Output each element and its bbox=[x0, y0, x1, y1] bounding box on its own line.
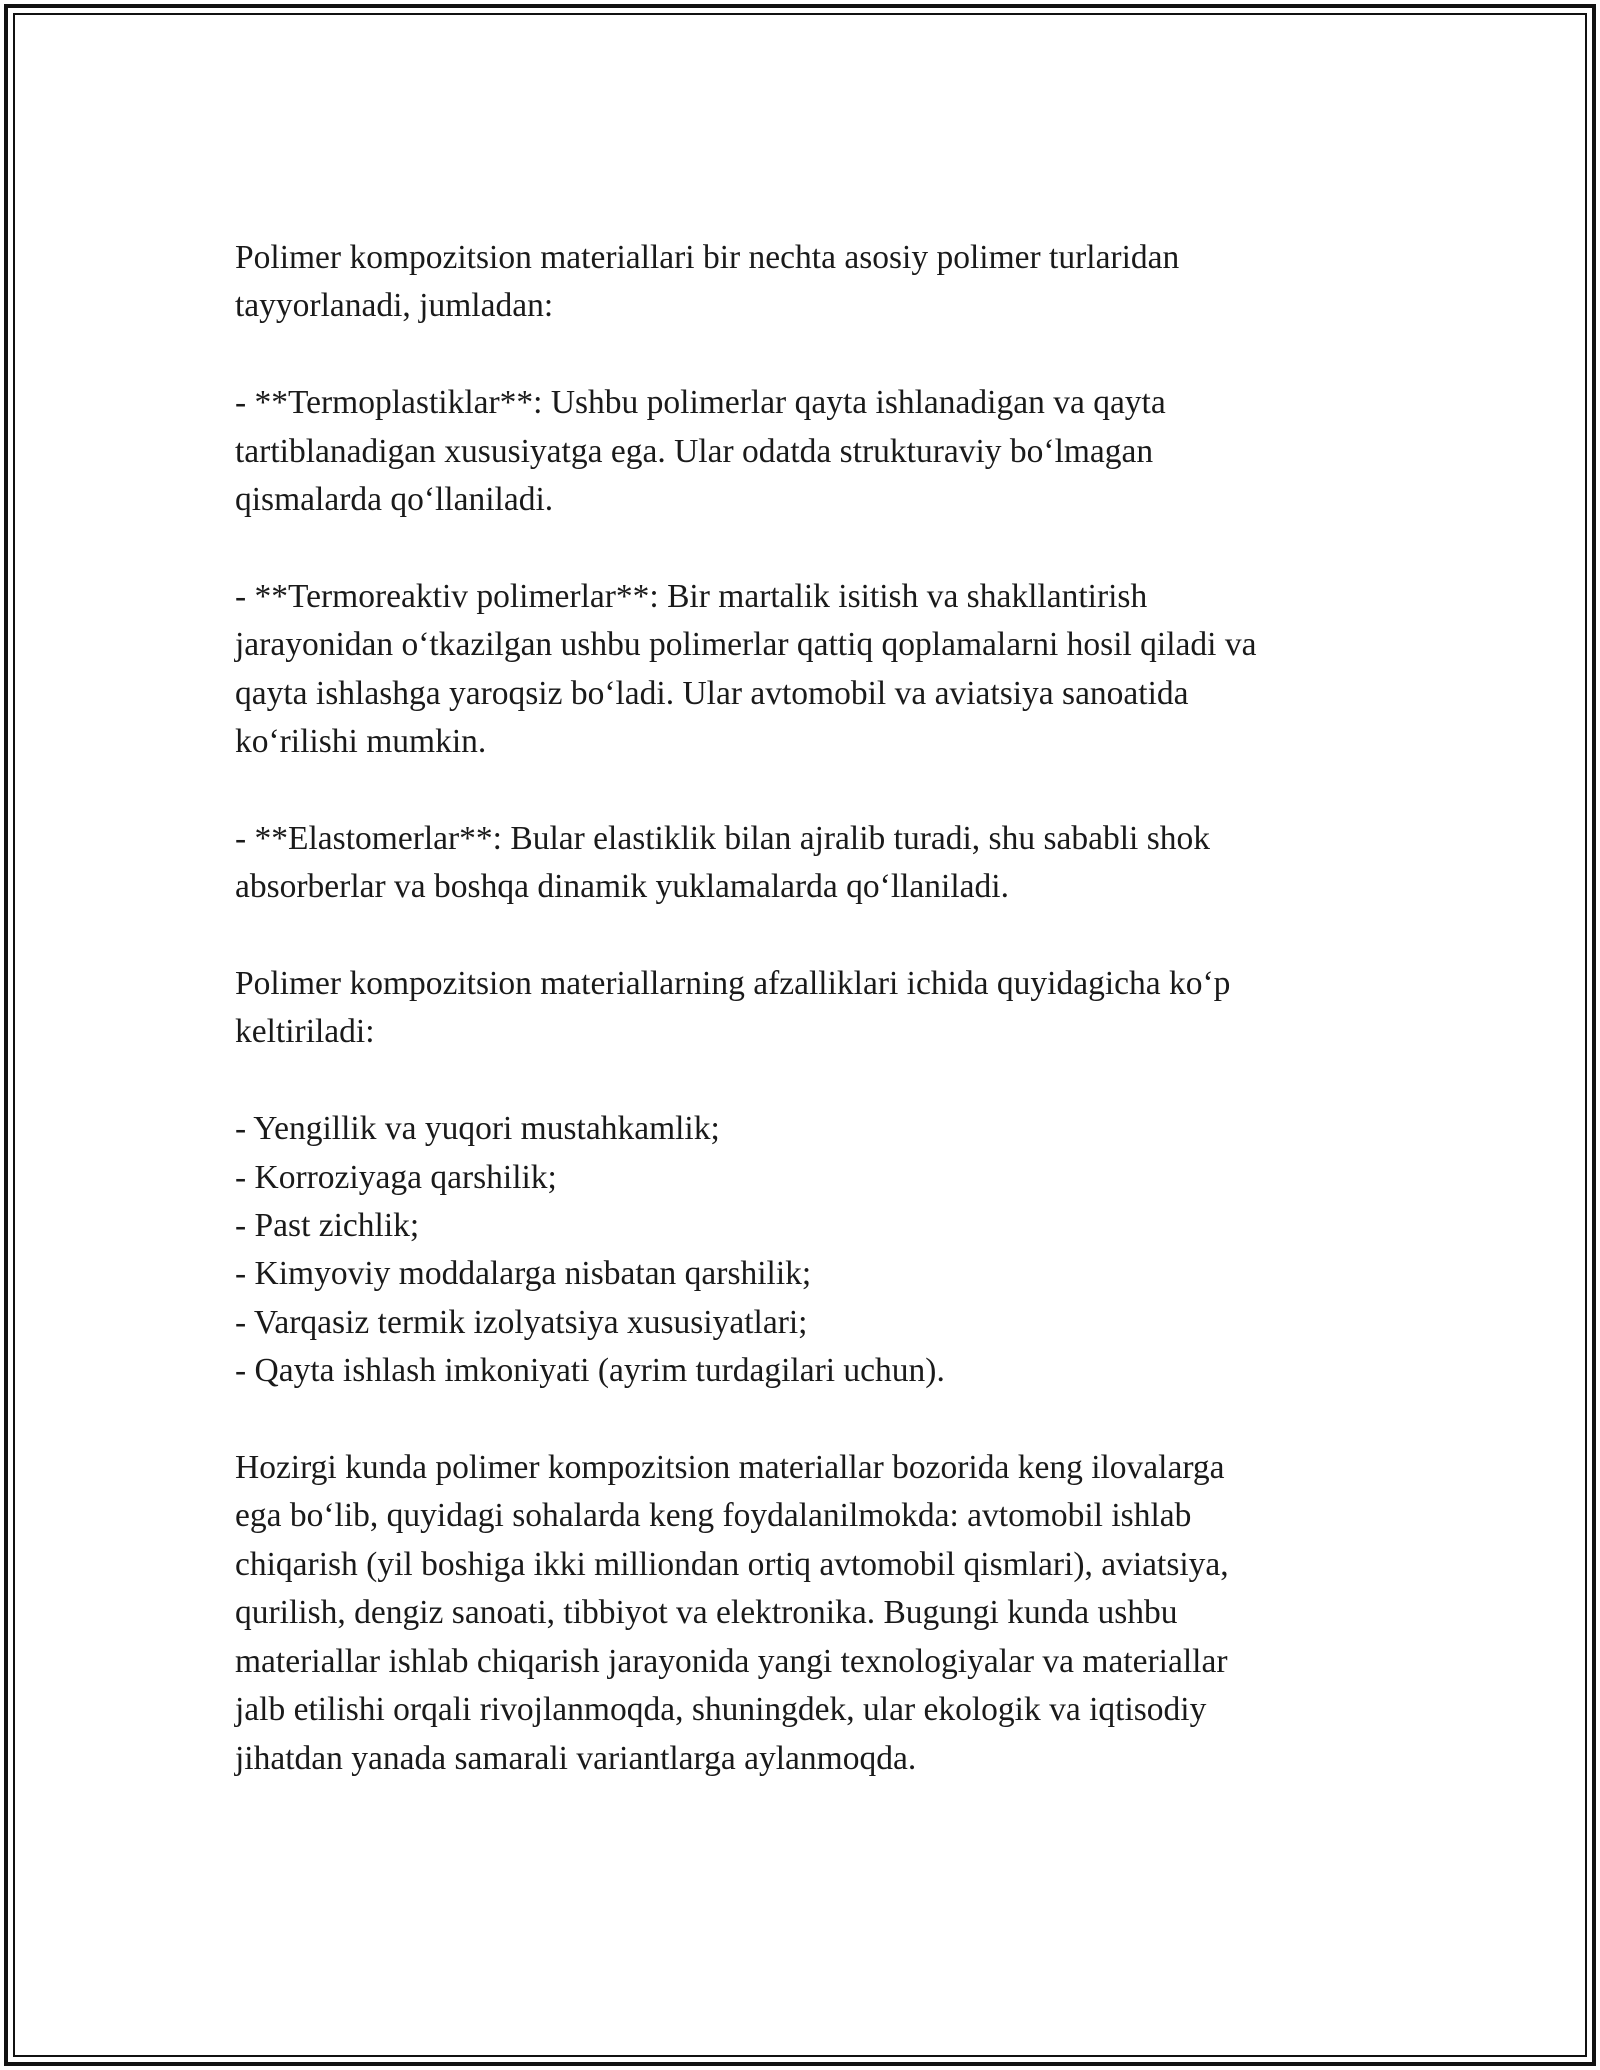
list-item: - Kimyoviy moddalarga nisbatan qarshilik; bbox=[235, 1255, 812, 1293]
text-line: - **Termoplastiklar**: Ushbu polimerlar qayta ishlanadigan va qayta bbox=[235, 384, 1166, 422]
text-line: jihatdan yanada samarali variantlarga aylanmoqda. bbox=[235, 1739, 917, 1777]
document-body bbox=[235, 234, 1365, 1831]
text-line: Hozirgi kunda polimer kompozitsion materiallar bozorida keng ilovalarga bbox=[235, 1449, 1225, 1487]
closing-paragraph bbox=[235, 1444, 1365, 1783]
intro-paragraph bbox=[235, 234, 1365, 331]
text-line: - **Termoreaktiv polimerlar**: Bir martalik isitish va shakllantirish bbox=[235, 577, 1148, 615]
advantages-list bbox=[235, 1105, 1365, 1395]
text-line: qayta ishlashga yaroqsiz bo‘ladi. Ular avtomobil va aviatsiya sanoatida bbox=[235, 674, 1189, 712]
list-item: - Varqasiz termik izolyatsiya xususiyatlari; bbox=[235, 1303, 808, 1341]
text-line: - **Elastomerlar**: Bular elastiklik bilan ajralib turadi, shu sababli shok bbox=[235, 819, 1211, 857]
termoreaktiv-paragraph bbox=[235, 573, 1365, 767]
elastomerlar-paragraph bbox=[235, 815, 1365, 912]
text-line: materiallar ishlab chiqarish jarayonida yangi texnologiyalar va materiallar bbox=[235, 1642, 1228, 1680]
text-line: qurilish, dengiz sanoati, tibbiyot va elektronika. Bugungi kunda ushbu bbox=[235, 1594, 1178, 1632]
text-line: ega bo‘lib, quyidagi sohalarda keng foydalanilmokda: avtomobil ishlab bbox=[235, 1497, 1192, 1535]
text-line: tartiblanadigan xususiyatga ega. Ular odatda strukturaviy bo‘lmagan bbox=[235, 432, 1154, 470]
list-item: - Korroziyaga qarshilik; bbox=[235, 1158, 557, 1196]
list-item: - Qayta ishlash imkoniyati (ayrim turdagilari uchun). bbox=[235, 1352, 945, 1390]
list-item: - Yengillik va yuqori mustahkamlik; bbox=[235, 1110, 720, 1148]
text-line: Polimer kompozitsion materiallarning afzalliklari ichida quyidagicha ko‘p bbox=[235, 965, 1231, 1003]
text-line: tayyorlanadi, jumladan: bbox=[235, 287, 554, 325]
text-line: keltiriladi: bbox=[235, 1013, 375, 1051]
text-line: jalb etilishi orqali rivojlanmoqda, shuningdek, ular ekologik va iqtisodiy bbox=[235, 1691, 1207, 1729]
termoplastiklar-paragraph bbox=[235, 379, 1365, 524]
text-line: qismalarda qo‘llaniladi. bbox=[235, 481, 554, 519]
text-line: absorberlar va boshqa dinamik yuklamalarda qo‘llaniladi. bbox=[235, 868, 1009, 906]
text-line: chiqarish (yil boshiga ikki milliondan ortiq avtomobil qismlari), aviatsiya, bbox=[235, 1545, 1229, 1583]
text-line: ko‘rilishi mumkin. bbox=[235, 723, 487, 761]
text-line: Polimer kompozitsion materiallari bir nechta asosiy polimer turlaridan bbox=[235, 239, 1180, 276]
text-line: jarayonidan o‘tkazilgan ushbu polimerlar qattiq qoplamalarni hosil qiladi va bbox=[235, 626, 1257, 664]
list-item: - Past zichlik; bbox=[235, 1207, 420, 1245]
afzalliklar-paragraph bbox=[235, 960, 1365, 1057]
